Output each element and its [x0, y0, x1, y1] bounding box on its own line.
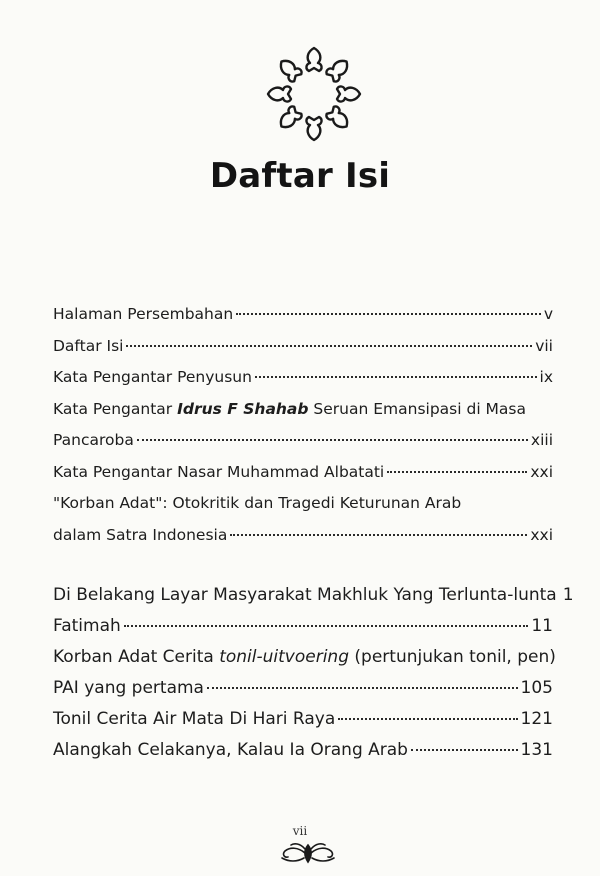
entry-title-part: (pertunjukan tonil, pen) [349, 647, 556, 667]
toc-entry-line1[interactable] [53, 488, 553, 520]
entry-title: Di Belakang Layar Masyarakat Makhluk Yang Terlunta-lunta [53, 585, 557, 605]
toc-entry[interactable] [53, 299, 553, 331]
dot-leader [137, 439, 528, 441]
entry-page: 11 [531, 616, 553, 636]
entry-title: "Korban Adat": Otokritik dan Tragedi Keturunan Arab [53, 494, 462, 512]
entry-title-part: Kata Pengantar [53, 399, 178, 418]
toc-entry-line2[interactable] [53, 425, 553, 457]
toc-entry[interactable] [53, 704, 553, 735]
entry-page: 1 [562, 585, 574, 605]
dot-leader [411, 749, 518, 751]
toc-contents [53, 580, 574, 766]
page-title: Daftar Isi [209, 156, 391, 196]
floral-ornament-icon [262, 42, 366, 146]
entry-title: Kata Pengantar Penyusun [53, 368, 252, 386]
toc-entry[interactable] [53, 611, 553, 642]
dot-leader [124, 625, 529, 627]
entry-title: Kata Pengantar Nasar Muhammad Albatati [53, 462, 385, 481]
entry-page: ix [539, 368, 553, 386]
entry-title-emphasis: tonil-uitvoering [219, 647, 350, 667]
toc-entry-line1[interactable] [53, 642, 556, 673]
entry-page: 121 [520, 709, 553, 729]
entry-title: Tonil Cerita Air Mata Di Hari Raya [53, 709, 336, 729]
entry-title: Pancaroba [53, 431, 134, 449]
entry-title: Daftar Isi [53, 336, 124, 355]
entry-page: xxi [530, 462, 553, 481]
toc-entry-line2[interactable] [53, 520, 553, 552]
entry-title-part: Korban Adat Cerita [53, 647, 220, 667]
entry-page: 105 [520, 678, 553, 698]
entry-title: dalam Satra Indonesia [53, 525, 228, 544]
entry-page: 131 [520, 740, 553, 760]
entry-page: xxi [530, 525, 553, 544]
toc-front-matter [53, 299, 553, 551]
entry-title: Halaman Persembahan [53, 305, 234, 323]
dot-leader [236, 313, 541, 315]
entry-page: vii [535, 336, 553, 355]
toc-entry[interactable] [53, 362, 553, 394]
entry-page: xiii [530, 431, 553, 449]
toc-entry[interactable] [53, 331, 553, 363]
decorative-flourish-icon [276, 841, 340, 867]
dot-leader [230, 534, 527, 536]
dot-leader [387, 471, 527, 473]
entry-title: Alangkah Celakanya, Kalau Ia Orang Arab [53, 740, 408, 760]
entry-title-emphasis: Idrus F Shahab [177, 399, 309, 418]
entry-title: Fatimah [53, 616, 121, 636]
toc-entry-line2[interactable] [53, 673, 553, 704]
toc-entry[interactable] [53, 457, 553, 489]
toc-entry[interactable] [53, 580, 574, 611]
entry-page: v [543, 305, 553, 323]
dot-leader [338, 718, 517, 720]
entry-title: PAI yang pertama [53, 678, 204, 698]
dot-leader [255, 376, 537, 378]
dot-leader [126, 345, 532, 347]
dot-leader [207, 687, 518, 689]
toc-entry[interactable] [53, 735, 553, 766]
toc-entry-line1[interactable] [53, 394, 553, 426]
entry-title-part: Seruan Emansipasi di Masa [308, 399, 527, 418]
page-number: vii [292, 824, 308, 838]
